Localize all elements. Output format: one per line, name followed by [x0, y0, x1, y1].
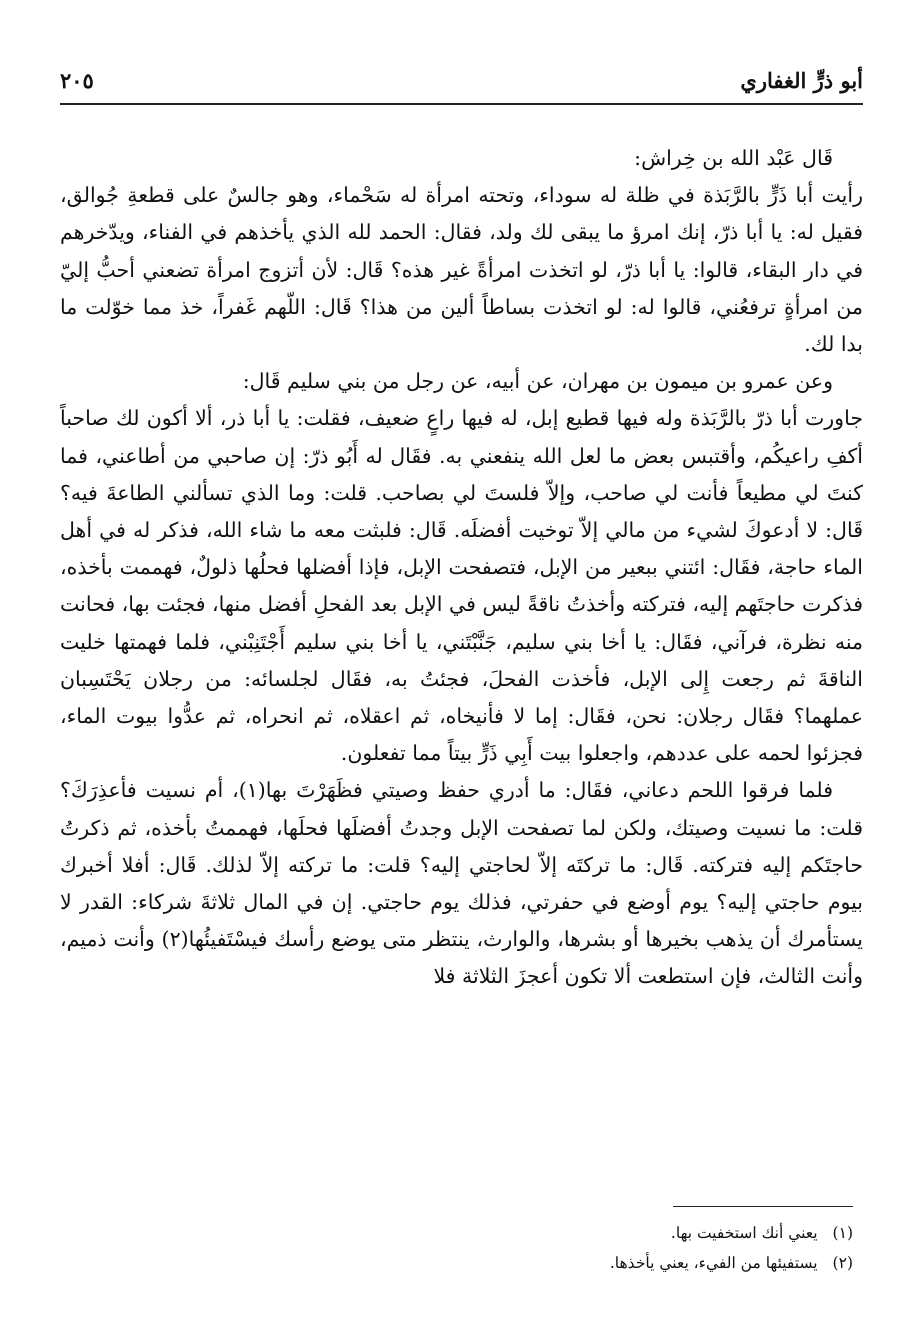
footnote-number: (٢): [832, 1254, 853, 1272]
paragraph-3: وعن عمرو بن ميمون بن مهران، عن أبيه، عن رجل من بني سليم قَال:: [242, 369, 833, 394]
paragraph-2: رأيت أبا ذَرٍّ بالرَّبَذة في ظلة له سوداء، وتحته امرأة له سَحْماء، وهو جالسٌ على قطعةِ جُوالق، فقيل له: يا أبا ذرّ، إنك امرؤ ما يبقى لك ولد، فقال: الحمد لله الذي يأخذهم في الفناء، ويدّخرهم في دار البقاء، قالوا: يا أبا ذرّ، لو اتخذت امرأةً غير هذه؟ قَال: لأن أتزوج امرأة تضعني أحبُّ إليّ من امرأةٍ ترفعُني، قالوا له: لو اتخذت بساطاً ألين من هذا؟ قَال: اللّهم غَفراً، خذ مما خوّلت ما بدا لك.: [60, 183, 863, 357]
footnote-text: يعني أنك استخفيت بها.: [670, 1224, 818, 1242]
page-header: [60, 60, 863, 100]
main-text: [60, 140, 863, 996]
paragraph-1: قَال عَبْد الله بن خِراش:: [634, 146, 833, 170]
footnote-number: (١): [832, 1224, 853, 1242]
paragraph-5: فلما فرقوا اللحم دعاني، فقَال: ما أدري حفظ وصيتي فظَهَرْتَ بها(١)، أم نسيت فأعذِرَكَ؟ قلت: ما نسيت وصيتك، ولكن لما تصفحت الإبل وجدتُ أفضلَها فحلَها، فهممتُ بأخذه، ثم ذكرتُ حاجتَكم إليه فتركته. قَال: ما تركتَه إلاّ لحاجتي إليه؟ قلت: ما تركته إلاّ لذلك. قَال: أفلا أخبرك بيوم حاجتي إليه؟ يوم أوضع في حفرتي، فذلك يوم حاجتي. إن في المال ثلاثةَ شركاء: القدر لا يستأمرك أن يذهب بخيرها أو بشرها، والوارث، ينتظر متى يوضع رأسك فيسْتَفيئُها(٢) وأنت ذميم، وأنت الثالث، فإن استطعت ألا تكون أعجزَ الثلاثة فلا: [60, 778, 863, 989]
page-number: ٢٠٥: [60, 68, 94, 93]
header-rule: [60, 103, 863, 105]
footnote-2: [60, 1248, 853, 1278]
running-title: أبو ذرٍّ الغفاري: [740, 68, 863, 93]
footnote-text: يستفيئها من الفيء، يعني يأخذها.: [609, 1254, 818, 1272]
footnotes: [60, 1218, 853, 1278]
footnote-1: [60, 1218, 853, 1248]
footnote-rule: [673, 1206, 853, 1207]
paragraph-4: جاورت أبا ذرّ بالرَّبَذة وله فيها قطيع إبل، له فيها راعٍ ضعيف، فقلت: يا أبا ذر، ألا أكون لك صاحباً أكفِ راعيكُم، وأقتبس بعض ما لعل الله ينفعني به. فقَال له أَبُو ذرّ: إن صاحبي من أطاعني، فما كنتَ لي مطيعاً فأنت لي صاحب، وإلاّ فلستَ لي بصاحب. قلت: وما الذي تسألني الطاعةَ فيه؟ قَال: لا أدعوكَ لشيء من مالي إلاّ توخيت أفضلَه. قَال: فلبثت معه ما شاء الله، فذكر له في أهل الماء حاجة، فقَال: ائتني ببعير من الإبل، فتصفحت الإبل، فإذا أفضلها فحلُها ذلولٌ، فهممت بأخذه، فذكرت حاجتَهم إليه، فتركته وأخذتُ ناقةً ليس في الإبل بعد الفحلِ أفضل منها، فجئت بها، فحانت منه نظرة، فرآني، فقَال: يا أخا بني سليم، جَنَّبْتَني، يا أخا بني سليم أَجْتَنِبْني، فلما فهمتها خليت الناقةَ ثم رجعت إِلى الإبل، فأخذت الفحلَ، فجئتُ به، فقَال لجلسائه: من رجلان يَحْتَسِبان عملهما؟ فقَال رجلان: نحن، فقَال: إما لا فأنيخاه، ثم اعقلاه، ثم انحراه، ثم عدُّوا بيوت الماء، فجزئوا لحمه على عددهم، واجعلوا بيت أَبِي ذَرٍّ بيتاً مما تفعلون.: [60, 406, 863, 766]
